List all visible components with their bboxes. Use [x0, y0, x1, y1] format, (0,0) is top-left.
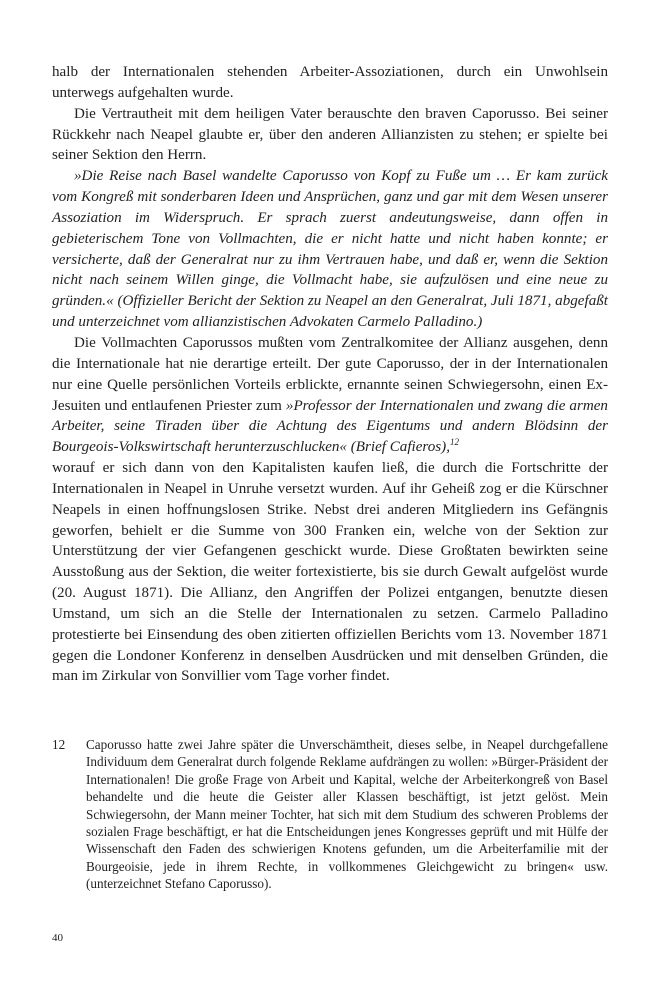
quote-cafiero-letter: »Professor der Internationalen und zwang die armen Arbeiter, seine Tiraden über die Achtung des Eigentums und andern Blödsinn der Bourgeois-Volkswirtschaft herunterzuschlucken« (Brief Cafieros),	[52, 397, 608, 456]
paragraph-caporusso-return: Die Vertrautheit mit dem heiligen Vater berauschte den braven Caporusso. Bei seiner Rückkehr nach Neapel glaubte er, über den anderen Allianzisten zu stehen; er spielte bei seiner Sektion den Herrn.	[52, 105, 608, 164]
footnote-number: 12	[52, 737, 66, 752]
quote-official-report: »Die Reise nach Basel wandelte Caporusso von Kopf zu Fuße um … Er kam zurück vom Kongreß mit sonderbaren Ideen und Ansprüchen, ganz und gar mit dem Wesen unserer Assoziation im Widerspruch. Er sprach zuerst andeutungsweise, dann offen in gebieterischem Tone von Vollmachten, die er nicht hatte und nicht haben konnte; er versicherte, daß der Generalrat nur zu ihm Vertrauen habe, und daß er, wenn die Sektion nicht nach seinem Willen ginge, die Vollmacht habe, sie aufzulösen und eine neue zu gründen.« (Offizieller Bericht der Sektion zu Neapel an den Generalrat, Juli 1871, abgefaßt und unterzeichnet vom allianzistischen Advokaten Carmelo Palladino.)	[52, 168, 608, 331]
page-number: 40	[52, 932, 63, 944]
footnote-reference: 12	[449, 437, 459, 448]
paragraph-vollmachten	[52, 333, 608, 458]
footnote	[52, 736, 608, 893]
paragraph-vollmachten-text: Die Vollmachten Caporussos mußten vom Zentralkomitee der Allianz ausgehen, denn die Internationale hat nie derartige erteilt. Der gute Caporusso, der in der Internationalen nur eine Quelle persönlichen Vorteils erblickte, ernannte seinen Schwiegersohn, einen Ex-Jesuiten und entlaufenen Priester zum	[52, 334, 608, 414]
body-text	[52, 62, 608, 687]
paragraph-bought-by-capitalists: worauf er sich dann von den Kapitalisten kaufen ließ, die durch die Fortschritte der Internationalen in Neapel in Unruhe versetzt wurden. Auf ihr Geheiß zog er die Kürschner Neapels in einen hoffnungslosen Strike. Nebst drei anderen Mitgliedern ins Gefängnis geworfen, behielt er die Summe von 300 Franken ein, welche von der Sektion zur Unterstützung der vier Gefangenen geschickt wurde. Diese Großtaten bewirkten seine Ausstoßung aus der Sektion, die weiter fortexistierte, bis sie durch Gewalt aufgelöst wurde (20. August 1871). Die Allianz, den Angriffen der Polizei entgangen, benutzte diesen Umstand, um sich an die Stelle der Internationalen zu setzen. Carmelo Palladino protestierte bei Einsendung des oben zitierten offiziellen Berichts vom 13. November 1871 gegen die Londoner Konferenz in denselben Ausdrücken und mit denselben Gründen, die man im Zirkular von Sonvillier vom Tage vorher findet.	[52, 460, 608, 685]
paragraph-continuation: halb der Internationalen stehenden Arbeiter-Assoziationen, durch ein Unwohlsein unterwegs aufgehalten wurde.	[52, 64, 608, 101]
book-page	[52, 0, 608, 990]
footnote-text: Caporusso hatte zwei Jahre später die Unverschämtheit, dieses selbe, in Neapel durchgefallene Individuum dem Generalrat durch folgende Reklame aufdrängen zu wollen: »Bürger-Präsident der Internationalen! Die große Frage von Arbeit und Kapital, welche der Arbeiterkongreß von Basel behandelte und die heute die Geister aller Klassen beschäftigt, ist jetzt gelöst. Mein Schwiegersohn, der Mann meiner Tochter, hat sich mit dem Studium des schweren Problems der sozialen Frage beschäftigt, er hat die Entscheidungen jenes Kongresses geprüft und mit Hülfe der Wissenschaft den Faden des schwierigen Knotens gefunden, um die Arbeiterfamilie mit der Bourgeoisie, jede in ihrem Rechte, in vollkommenes Gleichgewicht zu bringen« usw. (unterzeichnet Stefano Caporusso).	[86, 737, 608, 892]
